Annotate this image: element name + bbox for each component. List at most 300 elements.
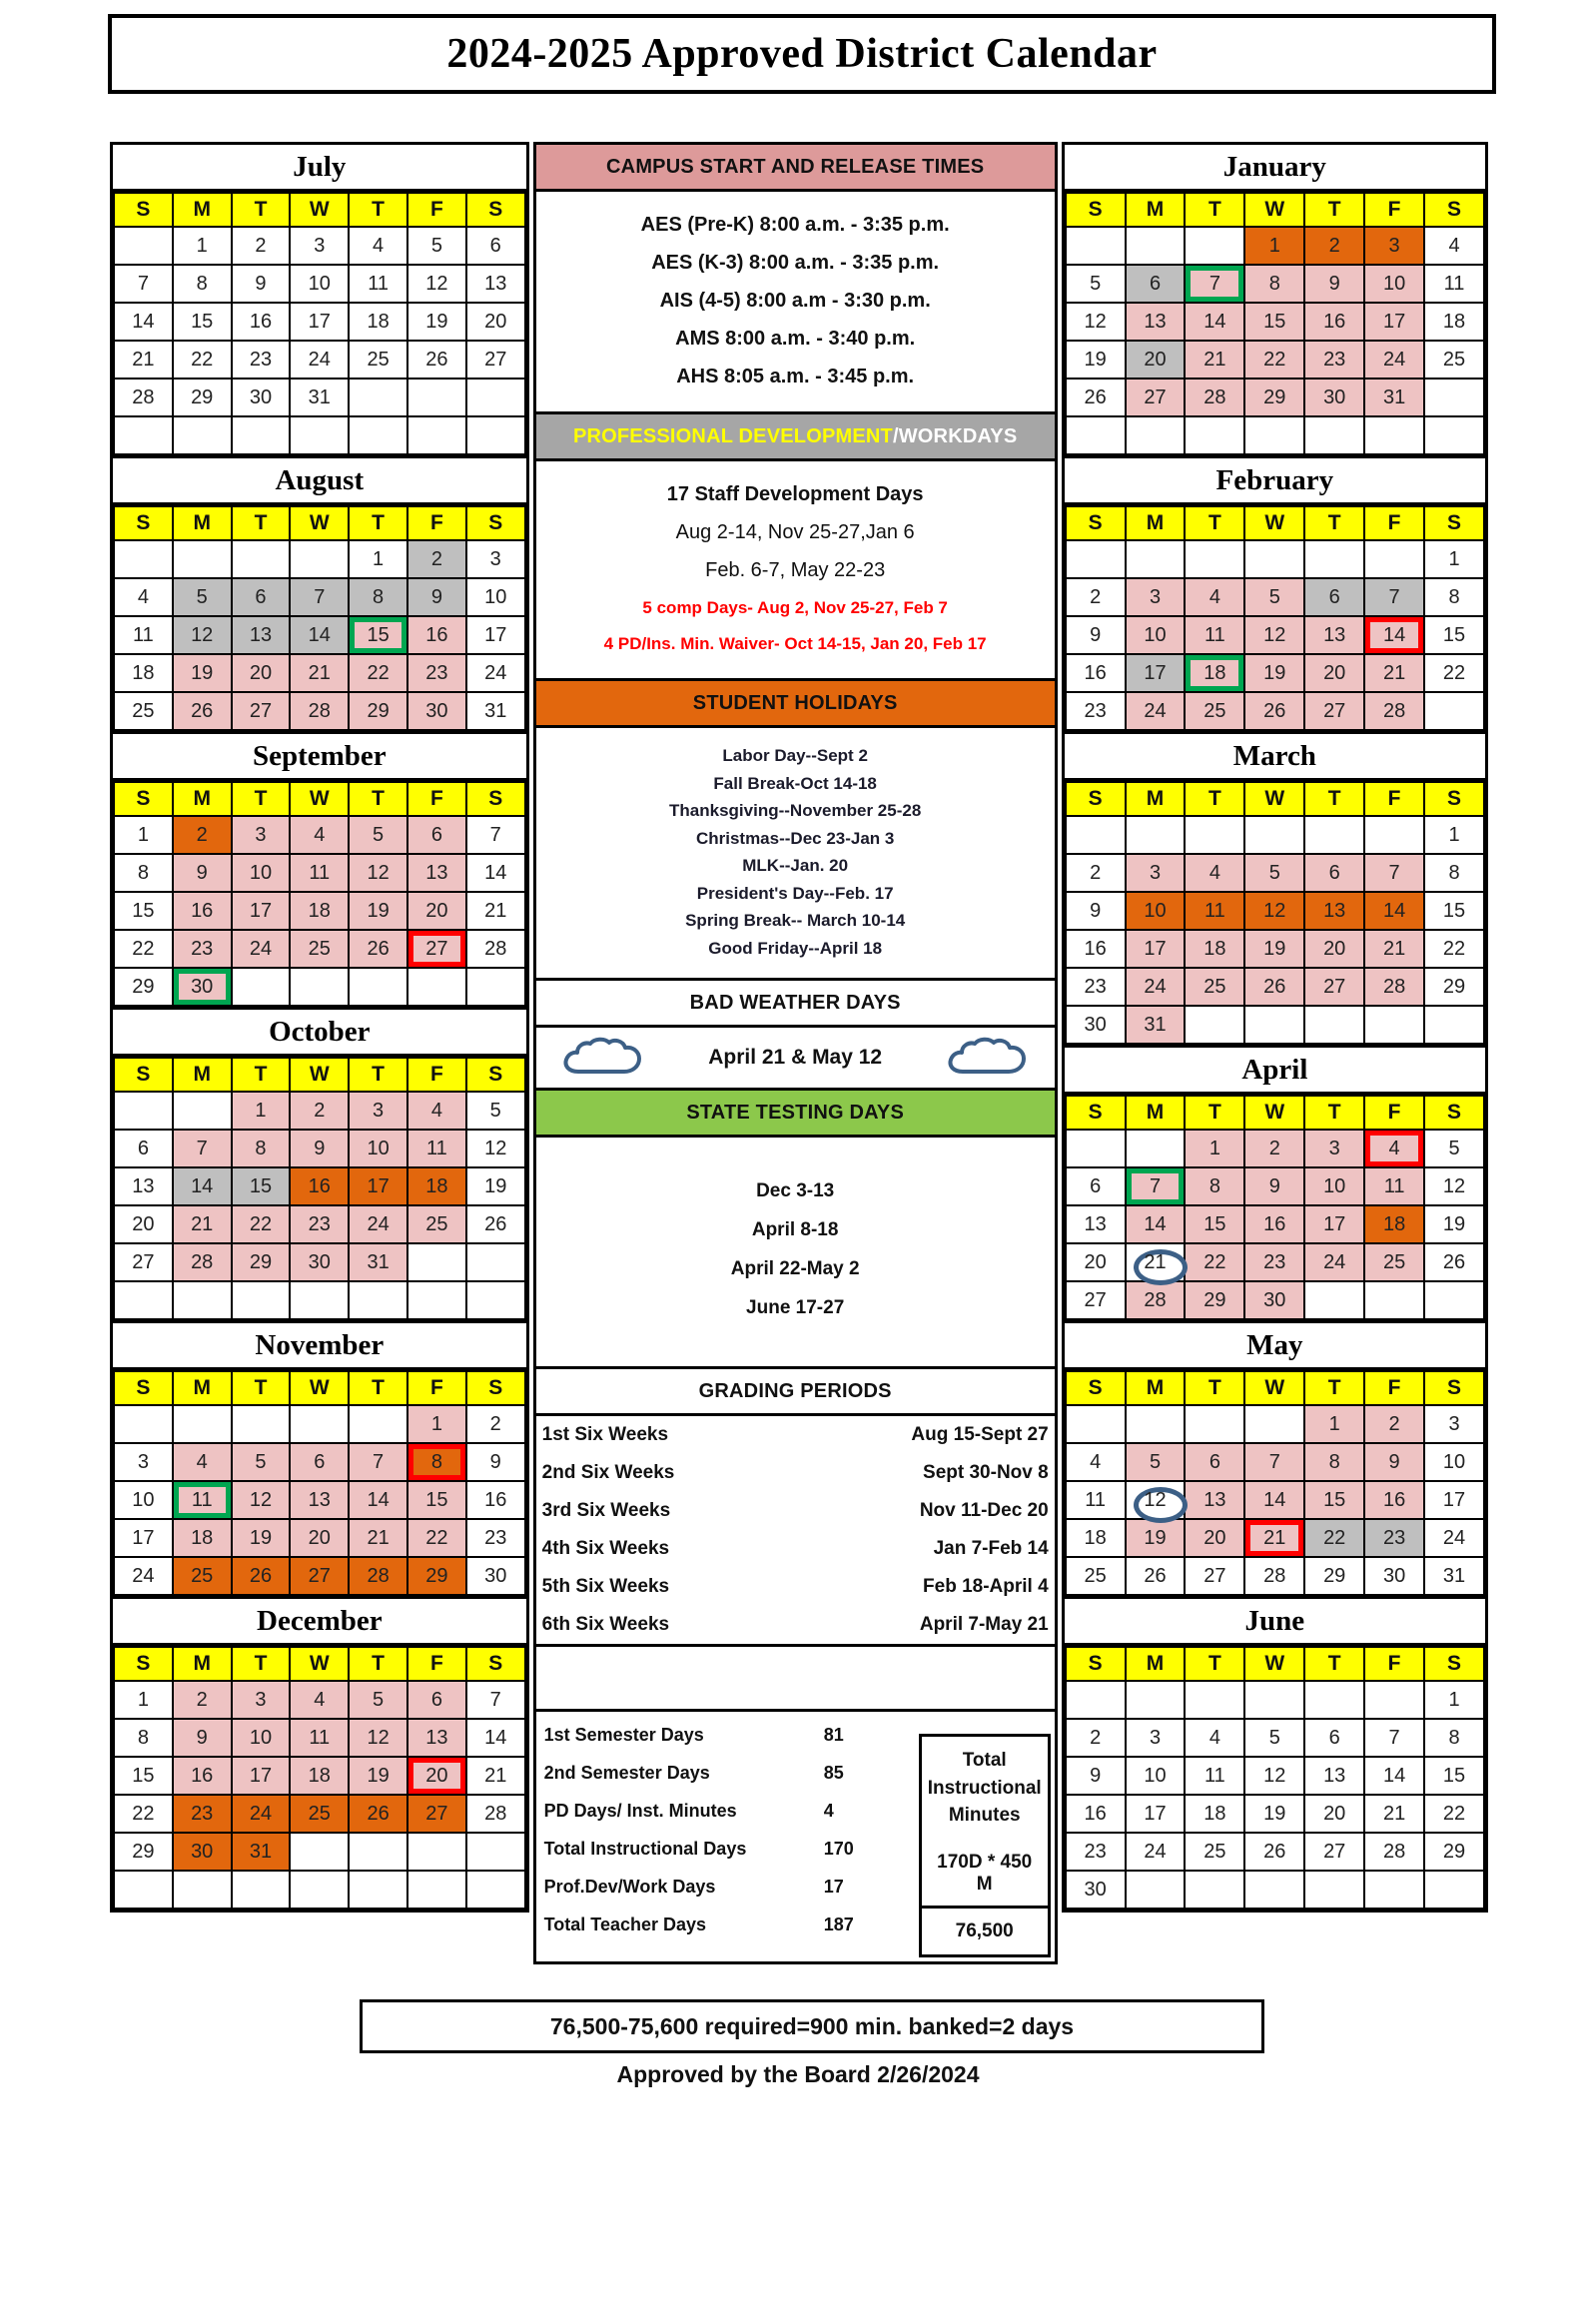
day-cell[interactable]: 15 xyxy=(1424,616,1484,654)
empty-cell[interactable] xyxy=(1244,1681,1304,1719)
day-cell[interactable]: 3 xyxy=(1424,1405,1484,1443)
empty-cell[interactable] xyxy=(1066,540,1126,578)
empty-cell[interactable] xyxy=(407,1243,466,1281)
day-cell[interactable]: 27 xyxy=(1185,1557,1244,1595)
empty-cell[interactable] xyxy=(1364,1281,1424,1319)
day-cell[interactable]: 19 xyxy=(466,1167,525,1205)
day-cell[interactable]: 14 xyxy=(290,616,349,654)
day-cell[interactable]: 2 xyxy=(1364,1405,1424,1443)
day-cell[interactable]: 8 xyxy=(173,265,232,303)
day-cell[interactable]: 14 xyxy=(1364,616,1424,654)
day-cell[interactable]: 9 xyxy=(173,854,232,892)
day-cell[interactable]: 11 xyxy=(1066,1481,1126,1519)
day-cell[interactable]: 16 xyxy=(290,1167,349,1205)
empty-cell[interactable] xyxy=(466,416,525,454)
empty-cell[interactable] xyxy=(1304,816,1364,854)
day-cell[interactable]: 29 xyxy=(1244,379,1304,416)
day-cell[interactable]: 1 xyxy=(173,227,232,265)
day-cell[interactable]: 11 xyxy=(290,1719,349,1757)
day-cell[interactable]: 3 xyxy=(232,1681,291,1719)
day-cell[interactable]: 20 xyxy=(1066,1243,1126,1281)
day-cell[interactable]: 23 xyxy=(173,930,232,968)
day-cell[interactable]: 27 xyxy=(1126,379,1186,416)
day-cell[interactable]: 18 xyxy=(349,303,407,341)
day-cell[interactable]: 23 xyxy=(232,341,291,379)
day-cell[interactable]: 27 xyxy=(290,1557,349,1595)
day-cell[interactable]: 6 xyxy=(1304,854,1364,892)
day-cell[interactable]: 8 xyxy=(1424,1719,1484,1757)
day-cell[interactable]: 3 xyxy=(1304,1130,1364,1167)
day-cell[interactable]: 3 xyxy=(349,1092,407,1130)
day-cell[interactable]: 10 xyxy=(232,854,291,892)
day-cell[interactable]: 19 xyxy=(407,303,466,341)
day-cell[interactable]: 12 xyxy=(466,1130,525,1167)
day-cell[interactable]: 11 xyxy=(1185,616,1244,654)
day-cell[interactable]: 24 xyxy=(349,1205,407,1243)
day-cell[interactable]: 21 xyxy=(1244,1519,1304,1557)
day-cell[interactable]: 29 xyxy=(173,379,232,416)
day-cell[interactable]: 13 xyxy=(1304,892,1364,930)
day-cell[interactable]: 20 xyxy=(1185,1519,1244,1557)
day-cell[interactable]: 25 xyxy=(290,930,349,968)
empty-cell[interactable] xyxy=(232,968,291,1006)
day-cell[interactable]: 25 xyxy=(1185,968,1244,1006)
day-cell[interactable]: 28 xyxy=(173,1243,232,1281)
day-cell[interactable]: 25 xyxy=(1364,1243,1424,1281)
day-cell[interactable]: 12 xyxy=(173,616,232,654)
day-cell[interactable]: 9 xyxy=(1364,1443,1424,1481)
day-cell[interactable]: 29 xyxy=(1424,968,1484,1006)
day-cell[interactable]: 10 xyxy=(349,1130,407,1167)
empty-cell[interactable] xyxy=(232,1405,291,1443)
day-cell[interactable]: 22 xyxy=(232,1205,291,1243)
day-cell[interactable]: 5 xyxy=(1244,854,1304,892)
empty-cell[interactable] xyxy=(114,540,173,578)
day-cell[interactable]: 19 xyxy=(1126,1519,1186,1557)
empty-cell[interactable] xyxy=(1424,692,1484,730)
day-cell[interactable]: 6 xyxy=(1066,1167,1126,1205)
day-cell[interactable]: 11 xyxy=(1424,265,1484,303)
day-cell[interactable]: 21 xyxy=(173,1205,232,1243)
day-cell[interactable]: 1 xyxy=(114,1681,173,1719)
day-cell[interactable]: 26 xyxy=(466,1205,525,1243)
day-cell[interactable]: 24 xyxy=(466,654,525,692)
day-cell[interactable]: 11 xyxy=(407,1130,466,1167)
day-cell[interactable]: 5 xyxy=(1066,265,1126,303)
day-cell[interactable]: 23 xyxy=(466,1519,525,1557)
day-cell[interactable]: 5 xyxy=(173,578,232,616)
day-cell[interactable]: 9 xyxy=(1304,265,1364,303)
day-cell[interactable]: 24 xyxy=(232,930,291,968)
empty-cell[interactable] xyxy=(1304,540,1364,578)
day-cell[interactable]: 7 xyxy=(466,1681,525,1719)
day-cell[interactable]: 11 xyxy=(114,616,173,654)
day-cell[interactable]: 28 xyxy=(466,930,525,968)
day-cell[interactable]: 25 xyxy=(1424,341,1484,379)
day-cell[interactable]: 15 xyxy=(407,1481,466,1519)
day-cell[interactable]: 21 xyxy=(114,341,173,379)
day-cell[interactable]: 11 xyxy=(349,265,407,303)
day-cell[interactable]: 29 xyxy=(114,1833,173,1871)
day-cell[interactable]: 8 xyxy=(232,1130,291,1167)
day-cell[interactable]: 26 xyxy=(1424,1243,1484,1281)
day-cell[interactable] xyxy=(1126,1481,1186,1519)
day-cell[interactable]: 9 xyxy=(1244,1167,1304,1205)
day-cell[interactable]: 24 xyxy=(1304,1243,1364,1281)
empty-cell[interactable] xyxy=(114,1405,173,1443)
day-cell[interactable]: 10 xyxy=(1424,1443,1484,1481)
day-cell[interactable]: 23 xyxy=(1364,1519,1424,1557)
empty-cell[interactable] xyxy=(1424,1006,1484,1044)
empty-cell[interactable] xyxy=(290,968,349,1006)
day-cell[interactable]: 27 xyxy=(114,1243,173,1281)
day-cell[interactable]: 15 xyxy=(114,1757,173,1795)
day-cell[interactable]: 10 xyxy=(114,1481,173,1519)
day-cell[interactable]: 13 xyxy=(114,1167,173,1205)
day-cell[interactable]: 6 xyxy=(466,227,525,265)
day-cell[interactable]: 22 xyxy=(1424,1795,1484,1833)
empty-cell[interactable] xyxy=(114,227,173,265)
day-cell[interactable]: 29 xyxy=(407,1557,466,1595)
day-cell[interactable]: 16 xyxy=(1066,930,1126,968)
empty-cell[interactable] xyxy=(114,1281,173,1319)
day-cell[interactable]: 27 xyxy=(407,1795,466,1833)
day-cell[interactable]: 15 xyxy=(1185,1205,1244,1243)
day-cell[interactable]: 13 xyxy=(466,265,525,303)
day-cell[interactable]: 23 xyxy=(1244,1243,1304,1281)
day-cell[interactable]: 4 xyxy=(1424,227,1484,265)
day-cell[interactable]: 5 xyxy=(1244,578,1304,616)
day-cell[interactable]: 8 xyxy=(1424,578,1484,616)
day-cell[interactable]: 7 xyxy=(466,816,525,854)
empty-cell[interactable] xyxy=(1364,816,1424,854)
day-cell[interactable]: 13 xyxy=(1126,303,1186,341)
empty-cell[interactable] xyxy=(1126,1130,1186,1167)
day-cell[interactable]: 5 xyxy=(349,1681,407,1719)
empty-cell[interactable] xyxy=(1424,1871,1484,1909)
day-cell[interactable]: 3 xyxy=(466,540,525,578)
day-cell[interactable]: 7 xyxy=(114,265,173,303)
day-cell[interactable]: 31 xyxy=(232,1833,291,1871)
day-cell[interactable]: 22 xyxy=(114,1795,173,1833)
day-cell[interactable]: 28 xyxy=(1364,692,1424,730)
empty-cell[interactable] xyxy=(1185,227,1244,265)
empty-cell[interactable] xyxy=(1126,1681,1186,1719)
day-cell[interactable]: 24 xyxy=(1126,1833,1186,1871)
day-cell[interactable]: 20 xyxy=(1126,341,1186,379)
day-cell[interactable]: 11 xyxy=(1185,1757,1244,1795)
day-cell[interactable]: 30 xyxy=(173,968,232,1006)
day-cell[interactable]: 5 xyxy=(1244,1719,1304,1757)
day-cell[interactable]: 7 xyxy=(1364,578,1424,616)
day-cell[interactable]: 3 xyxy=(1126,578,1186,616)
empty-cell[interactable] xyxy=(1364,1006,1424,1044)
day-cell[interactable]: 25 xyxy=(173,1557,232,1595)
empty-cell[interactable] xyxy=(407,416,466,454)
day-cell[interactable]: 10 xyxy=(1304,1167,1364,1205)
day-cell[interactable]: 12 xyxy=(1066,303,1126,341)
empty-cell[interactable] xyxy=(1126,416,1186,454)
day-cell[interactable]: 9 xyxy=(290,1130,349,1167)
day-cell[interactable]: 17 xyxy=(1424,1481,1484,1519)
day-cell[interactable]: 9 xyxy=(232,265,291,303)
day-cell[interactable]: 22 xyxy=(1244,341,1304,379)
day-cell[interactable]: 17 xyxy=(290,303,349,341)
empty-cell[interactable] xyxy=(173,1281,232,1319)
empty-cell[interactable] xyxy=(349,1833,407,1871)
day-cell[interactable]: 20 xyxy=(407,892,466,930)
day-cell[interactable]: 20 xyxy=(466,303,525,341)
empty-cell[interactable] xyxy=(349,379,407,416)
day-cell[interactable]: 23 xyxy=(1066,1833,1126,1871)
empty-cell[interactable] xyxy=(232,1871,291,1909)
day-cell[interactable]: 14 xyxy=(466,1719,525,1757)
empty-cell[interactable] xyxy=(114,1092,173,1130)
day-cell[interactable]: 13 xyxy=(1304,616,1364,654)
day-cell[interactable]: 30 xyxy=(1364,1557,1424,1595)
day-cell[interactable]: 3 xyxy=(1126,1719,1186,1757)
day-cell[interactable]: 18 xyxy=(1185,1795,1244,1833)
empty-cell[interactable] xyxy=(114,1871,173,1909)
day-cell[interactable]: 20 xyxy=(407,1757,466,1795)
day-cell[interactable]: 20 xyxy=(1304,654,1364,692)
day-cell[interactable]: 11 xyxy=(290,854,349,892)
day-cell[interactable]: 12 xyxy=(1244,616,1304,654)
day-cell[interactable]: 31 xyxy=(1126,1006,1186,1044)
day-cell[interactable]: 19 xyxy=(232,1519,291,1557)
day-cell[interactable]: 14 xyxy=(1364,1757,1424,1795)
day-cell[interactable]: 2 xyxy=(466,1405,525,1443)
empty-cell[interactable] xyxy=(232,416,291,454)
day-cell[interactable]: 6 xyxy=(1185,1443,1244,1481)
day-cell[interactable]: 1 xyxy=(407,1405,466,1443)
day-cell[interactable]: 20 xyxy=(232,654,291,692)
day-cell[interactable]: 13 xyxy=(407,854,466,892)
empty-cell[interactable] xyxy=(1364,1681,1424,1719)
day-cell[interactable]: 30 xyxy=(1066,1006,1126,1044)
empty-cell[interactable] xyxy=(1185,1405,1244,1443)
day-cell[interactable] xyxy=(1126,1243,1186,1281)
day-cell[interactable]: 18 xyxy=(290,892,349,930)
day-cell[interactable]: 4 xyxy=(1185,1719,1244,1757)
empty-cell[interactable] xyxy=(466,1243,525,1281)
day-cell[interactable]: 18 xyxy=(1185,654,1244,692)
day-cell[interactable]: 27 xyxy=(1304,692,1364,730)
empty-cell[interactable] xyxy=(1185,816,1244,854)
day-cell[interactable]: 29 xyxy=(114,968,173,1006)
day-cell[interactable]: 1 xyxy=(1424,816,1484,854)
day-cell[interactable]: 23 xyxy=(1066,968,1126,1006)
day-cell[interactable]: 15 xyxy=(173,303,232,341)
day-cell[interactable]: 2 xyxy=(173,1681,232,1719)
day-cell[interactable]: 28 xyxy=(1364,1833,1424,1871)
empty-cell[interactable] xyxy=(1244,1006,1304,1044)
day-cell[interactable]: 18 xyxy=(1066,1519,1126,1557)
day-cell[interactable]: 26 xyxy=(349,1795,407,1833)
day-cell[interactable]: 3 xyxy=(290,227,349,265)
empty-cell[interactable] xyxy=(290,416,349,454)
day-cell[interactable]: 16 xyxy=(1364,1481,1424,1519)
day-cell[interactable]: 1 xyxy=(1185,1130,1244,1167)
day-cell[interactable]: 30 xyxy=(173,1833,232,1871)
day-cell[interactable]: 6 xyxy=(114,1130,173,1167)
day-cell[interactable]: 18 xyxy=(1364,1205,1424,1243)
day-cell[interactable]: 4 xyxy=(173,1443,232,1481)
empty-cell[interactable] xyxy=(232,540,291,578)
day-cell[interactable]: 5 xyxy=(232,1443,291,1481)
day-cell[interactable]: 28 xyxy=(1364,968,1424,1006)
day-cell[interactable]: 5 xyxy=(1424,1130,1484,1167)
day-cell[interactable]: 23 xyxy=(1066,692,1126,730)
day-cell[interactable]: 22 xyxy=(1304,1519,1364,1557)
day-cell[interactable]: 4 xyxy=(290,816,349,854)
day-cell[interactable]: 19 xyxy=(349,892,407,930)
day-cell[interactable]: 26 xyxy=(1244,968,1304,1006)
day-cell[interactable]: 22 xyxy=(407,1519,466,1557)
day-cell[interactable]: 1 xyxy=(349,540,407,578)
day-cell[interactable]: 12 xyxy=(1244,892,1304,930)
day-cell[interactable]: 10 xyxy=(1126,616,1186,654)
day-cell[interactable]: 12 xyxy=(407,265,466,303)
day-cell[interactable]: 2 xyxy=(1244,1130,1304,1167)
empty-cell[interactable] xyxy=(290,1871,349,1909)
day-cell[interactable]: 2 xyxy=(232,227,291,265)
day-cell[interactable]: 1 xyxy=(1424,540,1484,578)
day-cell[interactable]: 8 xyxy=(407,1443,466,1481)
day-cell[interactable]: 26 xyxy=(1244,692,1304,730)
day-cell[interactable]: 6 xyxy=(1304,578,1364,616)
empty-cell[interactable] xyxy=(1244,416,1304,454)
empty-cell[interactable] xyxy=(407,968,466,1006)
empty-cell[interactable] xyxy=(173,416,232,454)
day-cell[interactable]: 1 xyxy=(232,1092,291,1130)
empty-cell[interactable] xyxy=(1185,1681,1244,1719)
day-cell[interactable]: 8 xyxy=(1304,1443,1364,1481)
day-cell[interactable]: 24 xyxy=(1126,692,1186,730)
day-cell[interactable]: 8 xyxy=(1185,1167,1244,1205)
day-cell[interactable]: 1 xyxy=(1244,227,1304,265)
day-cell[interactable]: 11 xyxy=(1185,892,1244,930)
day-cell[interactable]: 4 xyxy=(1185,854,1244,892)
day-cell[interactable]: 19 xyxy=(173,654,232,692)
day-cell[interactable]: 7 xyxy=(1185,265,1244,303)
empty-cell[interactable] xyxy=(1126,1871,1186,1909)
day-cell[interactable]: 16 xyxy=(1244,1205,1304,1243)
day-cell[interactable]: 29 xyxy=(1185,1281,1244,1319)
day-cell[interactable]: 16 xyxy=(466,1481,525,1519)
day-cell[interactable]: 11 xyxy=(1364,1167,1424,1205)
empty-cell[interactable] xyxy=(1244,1871,1304,1909)
day-cell[interactable]: 20 xyxy=(114,1205,173,1243)
day-cell[interactable]: 17 xyxy=(1126,930,1186,968)
day-cell[interactable]: 23 xyxy=(407,654,466,692)
day-cell[interactable]: 10 xyxy=(290,265,349,303)
day-cell[interactable]: 17 xyxy=(349,1167,407,1205)
day-cell[interactable]: 31 xyxy=(1364,379,1424,416)
empty-cell[interactable] xyxy=(1304,416,1364,454)
day-cell[interactable]: 24 xyxy=(114,1557,173,1595)
day-cell[interactable]: 31 xyxy=(1424,1557,1484,1595)
day-cell[interactable]: 27 xyxy=(1304,968,1364,1006)
day-cell[interactable]: 17 xyxy=(1126,654,1186,692)
day-cell[interactable]: 2 xyxy=(173,816,232,854)
empty-cell[interactable] xyxy=(1424,416,1484,454)
day-cell[interactable]: 2 xyxy=(1066,854,1126,892)
day-cell[interactable]: 27 xyxy=(407,930,466,968)
day-cell[interactable]: 19 xyxy=(1244,1795,1304,1833)
day-cell[interactable]: 4 xyxy=(349,227,407,265)
empty-cell[interactable] xyxy=(466,968,525,1006)
day-cell[interactable]: 30 xyxy=(290,1243,349,1281)
day-cell[interactable]: 12 xyxy=(232,1481,291,1519)
day-cell[interactable]: 26 xyxy=(1126,1557,1186,1595)
empty-cell[interactable] xyxy=(349,1405,407,1443)
day-cell[interactable]: 21 xyxy=(1364,930,1424,968)
day-cell[interactable]: 7 xyxy=(1364,854,1424,892)
empty-cell[interactable] xyxy=(407,1871,466,1909)
day-cell[interactable]: 22 xyxy=(1424,930,1484,968)
day-cell[interactable]: 3 xyxy=(1126,854,1186,892)
empty-cell[interactable] xyxy=(1244,1405,1304,1443)
day-cell[interactable]: 7 xyxy=(290,578,349,616)
empty-cell[interactable] xyxy=(1364,540,1424,578)
day-cell[interactable]: 23 xyxy=(290,1205,349,1243)
empty-cell[interactable] xyxy=(173,1092,232,1130)
day-cell[interactable]: 16 xyxy=(407,616,466,654)
day-cell[interactable]: 25 xyxy=(407,1205,466,1243)
day-cell[interactable]: 25 xyxy=(1185,1833,1244,1871)
day-cell[interactable]: 28 xyxy=(114,379,173,416)
day-cell[interactable]: 19 xyxy=(1066,341,1126,379)
day-cell[interactable]: 15 xyxy=(1304,1481,1364,1519)
day-cell[interactable]: 27 xyxy=(466,341,525,379)
day-cell[interactable]: 7 xyxy=(1244,1443,1304,1481)
day-cell[interactable]: 7 xyxy=(173,1130,232,1167)
day-cell[interactable]: 13 xyxy=(290,1481,349,1519)
day-cell[interactable]: 16 xyxy=(1066,1795,1126,1833)
empty-cell[interactable] xyxy=(1424,1281,1484,1319)
empty-cell[interactable] xyxy=(1244,816,1304,854)
empty-cell[interactable] xyxy=(349,416,407,454)
day-cell[interactable]: 12 xyxy=(349,1719,407,1757)
day-cell[interactable]: 10 xyxy=(466,578,525,616)
day-cell[interactable]: 6 xyxy=(232,578,291,616)
day-cell[interactable]: 5 xyxy=(407,227,466,265)
day-cell[interactable]: 8 xyxy=(1244,265,1304,303)
day-cell[interactable]: 15 xyxy=(349,616,407,654)
day-cell[interactable]: 5 xyxy=(466,1092,525,1130)
empty-cell[interactable] xyxy=(1066,416,1126,454)
day-cell[interactable]: 28 xyxy=(1126,1281,1186,1319)
day-cell[interactable]: 9 xyxy=(407,578,466,616)
empty-cell[interactable] xyxy=(1126,540,1186,578)
day-cell[interactable]: 31 xyxy=(466,692,525,730)
empty-cell[interactable] xyxy=(1304,1006,1364,1044)
day-cell[interactable]: 30 xyxy=(1304,379,1364,416)
day-cell[interactable]: 19 xyxy=(1424,1205,1484,1243)
day-cell[interactable]: 14 xyxy=(1364,892,1424,930)
empty-cell[interactable] xyxy=(1304,1281,1364,1319)
day-cell[interactable]: 1 xyxy=(1304,1405,1364,1443)
day-cell[interactable]: 22 xyxy=(1424,654,1484,692)
day-cell[interactable]: 14 xyxy=(173,1167,232,1205)
empty-cell[interactable] xyxy=(290,1405,349,1443)
day-cell[interactable]: 13 xyxy=(232,616,291,654)
empty-cell[interactable] xyxy=(466,1281,525,1319)
day-cell[interactable]: 17 xyxy=(1364,303,1424,341)
day-cell[interactable]: 30 xyxy=(232,379,291,416)
empty-cell[interactable] xyxy=(349,1871,407,1909)
